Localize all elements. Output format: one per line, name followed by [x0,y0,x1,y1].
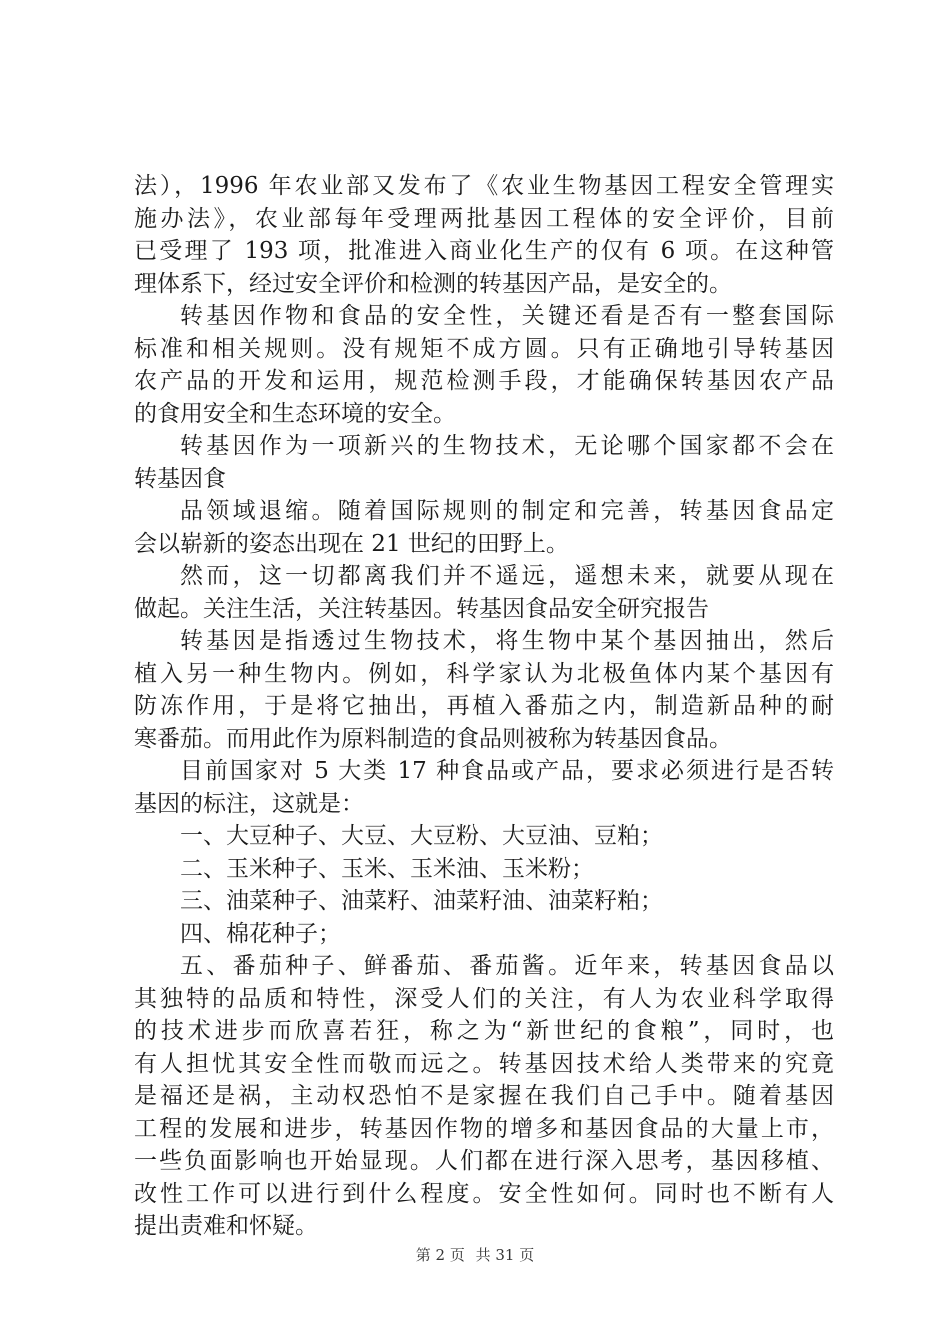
text-line: 目前国家对 5 大类 17 种食品或产品，要求必须进行是否转 [180,758,834,784]
list-item: 一、大豆种子、大豆、大豆粉、大豆油、豆粕； [180,823,663,849]
page-number: 第 2 页 [415,1246,465,1264]
text-line: 做起。关注生活，关注转基因。转基因食品安全研究报告 [134,595,709,622]
list-item: 四、棉花种子； [180,920,341,947]
text-line: 理体系下，经过安全评价和检测的转基因产品，是安全的。 [134,270,732,297]
paragraph [134,625,834,755]
document-body [134,170,834,1243]
paragraph [134,430,834,495]
text-line: 法），1996 年农业部又发布了《农业生物基因工程安全管理实 [134,173,834,199]
text-line: 是福还是祸，主动权恐怕不是家握在我们自己手中。随着基因 [134,1083,834,1109]
text-line: 然而，这一切都离我们并不遥远，遥想未来，就要从现在 [180,563,834,589]
text-line: 植入另一种生物内。例如，科学家认为北极鱼体内某个基因有 [134,660,834,687]
text-line: 五、番茄种子、鲜番茄、番茄酱。近年来，转基因食品以 [180,953,834,979]
text-line: 提出责难和怀疑。 [134,1213,318,1239]
text-line: 改性工作可以进行到什么程度。安全性如何。同时也不断有人 [134,1180,834,1207]
text-line: 工程的发展和进步，转基因作物的增多和基因食品的大量上市， [134,1115,834,1142]
paragraph [134,170,834,300]
paragraph [134,950,834,1243]
text-line: 防冻作用，于是将它抽出，再植入番茄之内，制造新品种的耐 [134,693,834,719]
paragraph [134,300,834,430]
text-line: 其独特的品质和特性，深受人们的关注，有人为农业科学取得 [134,985,834,1012]
list-item: 二、玉米种子、玉米、玉米油、玉米粉； [180,855,594,882]
page-total: 共 31 页 [475,1246,535,1264]
text-line: 会以崭新的姿态出现在 21 世纪的田野上。 [134,530,569,557]
text-line: 转基因是指透过生物技术，将生物中某个基因抽出，然后 [180,628,834,654]
paragraph [134,495,834,560]
text-line: 转基因食 [134,465,226,492]
text-line: 已受理了 193 项，批准进入商业化生产的仅有 6 项。在这种管 [134,238,834,264]
text-line: 有人担忧其安全性而敬而远之。转基因技术给人类带来的究竟 [134,1050,834,1077]
text-line: 转基因作物和食品的安全性，关键还看是否有一整套国际 [180,303,834,329]
paragraph [134,560,834,625]
text-line: 的食用安全和生态环境的安全。 [134,400,456,427]
paragraph [134,755,834,820]
text-line: 寒番茄。而用此作为原料制造的食品则被称为转基因食品。 [134,725,732,752]
text-line: 品领域退缩。随着国际规则的制定和完善，转基因食品定 [180,498,834,524]
category-list [134,820,834,950]
list-item: 三、油菜种子、油菜籽、油菜籽油、油菜籽粕； [180,888,663,914]
text-line: 的技术进步而欣喜若狂，称之为“新世纪的食粮”，同时，也 [134,1018,834,1044]
page-footer [0,1244,950,1265]
text-line: 标准和相关规则。没有规矩不成方圆。只有正确地引导转基因 [134,335,834,362]
text-line: 一些负面影响也开始显现。人们都在进行深入思考，基因移植、 [134,1148,834,1174]
text-line: 转基因作为一项新兴的生物技术，无论哪个国家都不会在 [180,433,834,459]
text-line: 基因的标注，这就是： [134,790,364,817]
text-line: 农产品的开发和运用，规范检测手段，才能确保转基因农产品 [134,368,834,394]
text-line: 施办法》，农业部每年受理两批基因工程体的安全评价，目前 [134,205,834,232]
